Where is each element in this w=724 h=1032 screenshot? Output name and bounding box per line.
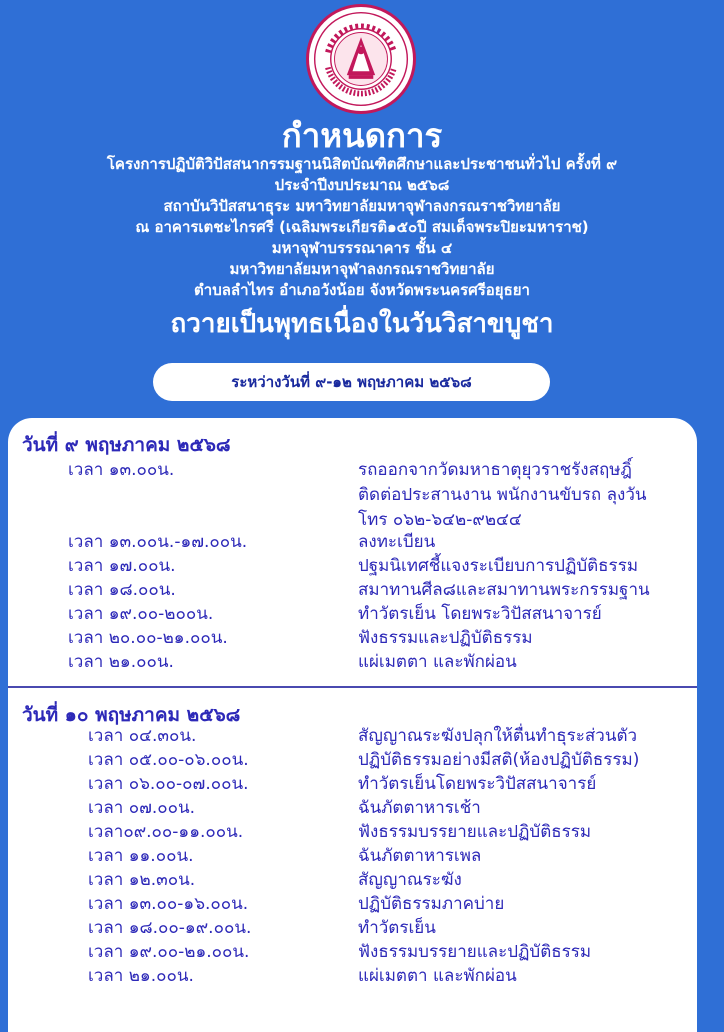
schedule-activity: สมาทานศีล๘และสมาทานพระกรรมฐาน	[358, 580, 650, 600]
schedule-activity: ติดต่อประสานงาน พนักงานขับรถ ลุงวัน	[358, 485, 647, 505]
schedule-time: เวลา ๑๙.๐๐-๒๐๐น.	[68, 604, 214, 624]
schedule-activity: รถออกจากวัดมหาธาตุยุวราชรังสฤษฎิ์	[358, 460, 632, 480]
header-line-address: ตำบลลำไทร อำเภอวังน้อย จังหวัดพระนครศรีอยุธยา	[194, 281, 530, 299]
schedule-time: เวลา ๐๔.๓๐น.	[88, 726, 197, 746]
schedule-activity: ฉันภัตตาหารเพล	[358, 846, 482, 866]
header	[0, 118, 724, 341]
schedule-time: เวลา ๑๓.๐๐-๑๖.๐๐น.	[88, 894, 249, 914]
schedule-time: เวลา ๑๓.๐๐น.-๑๗.๐๐น.	[68, 532, 248, 552]
section-divider	[8, 686, 697, 688]
schedule-time: เวลา ๐๖.๐๐-๐๗.๐๐น.	[88, 774, 249, 794]
schedule-time: เวลา ๒๐.๐๐-๒๑.๐๐น.	[68, 628, 228, 648]
schedule-activity: โทร ๐๖๒-๖๔๒-๙๒๔๔	[358, 510, 522, 530]
schedule-time: เวลา ๑๒.๓๐น.	[88, 870, 196, 890]
day-title: วันที่ ๑๐ พฤษภาคม ๒๕๖๘	[22, 704, 241, 726]
schedule-time: เวลา ๑๘.๐๐-๑๙.๐๐น.	[88, 918, 252, 938]
header-line-university: มหาวิทยาลัยมหาจุฬาลงกรณราชวิทยาลัย	[229, 260, 495, 278]
schedule-time: เวลา ๒๑.๐๐น.	[68, 652, 174, 672]
schedule-time: เวลา ๒๑.๐๐น.	[88, 966, 194, 986]
schedule-activity: ฟังธรรมบรรยายและปฏิบัติธรรม	[358, 822, 592, 842]
header-line-fiscal-year: ประจำปีงบประมาณ ๒๕๖๘	[274, 176, 450, 194]
schedule-panel	[8, 418, 697, 1032]
schedule-activity: แผ่เมตตา และพักผ่อน	[358, 652, 517, 672]
schedule-time: เวลา ๑๓.๐๐น.	[68, 460, 175, 480]
schedule-activity: แผ่เมตตา และพักผ่อน	[358, 966, 517, 986]
schedule-activity: ทำวัตรเย็น โดยพระวิปัสสนาจารย์	[358, 604, 602, 624]
schedule-time: เวลา ๐๕.๐๐-๐๖.๐๐น.	[88, 750, 249, 770]
schedule-activity: ฟังธรรมและปฏิบัติธรรม	[358, 628, 533, 648]
schedule-activity: สัญญาณระฆังปลุกให้ตื่นทำธุระส่วนตัว	[358, 726, 638, 746]
schedule-activity: ฉันภัตตาหารเช้า	[358, 798, 481, 818]
university-seal-icon	[306, 4, 416, 114]
schedule-activity: ทำวัตรเย็น	[358, 918, 436, 938]
schedule-time: เวลา ๑๗.๐๐น.	[68, 556, 176, 576]
schedule-time: เวลา ๑๑.๐๐น.	[88, 846, 194, 866]
schedule-activity: ทำวัตรเย็นโดยพระวิปัสสนาจารย์	[358, 774, 597, 794]
header-line-building: ณ อาคารเตชะไกรศรี (เฉลิมพระเกียรติ๑๕๐ปี สมเด็จพระปิยะมหาราช)	[135, 218, 589, 236]
schedule-time: เวลา ๑๙.๐๐-๒๑.๐๐น.	[88, 942, 250, 962]
header-line-project: โครงการปฏิบัติวิปัสสนากรรมฐานนิสิตบัณฑิตศึกษาและประชาชนทั่วไป ครั้งที่ ๙	[106, 155, 618, 173]
schedule-activity: ฟังธรรมบรรยายและปฏิบัติธรรม	[358, 942, 592, 962]
schedule-activity: ปฏิบัติธรรมภาคบ่าย	[358, 894, 505, 914]
page-subtitle: ถวายเป็นพุทธเนื่องในวันวิสาขบูชา	[170, 309, 554, 339]
header-line-institute: สถาบันวิปัสสนาธุระ มหาวิทยาลัยมหาจุฬาลงกรณราชวิทยาลัย	[163, 197, 561, 215]
schedule-time: เวลา ๑๘.๐๐น.	[68, 580, 176, 600]
schedule-activity: ปฐมนิเทศชี้แจงระเบียบการปฏิบัติธรรม	[358, 556, 639, 576]
schedule-activity: ปฏิบัติธรรมอย่างมีสติ(ห้องปฏิบัติธรรม)	[358, 750, 640, 770]
header-line-floor: มหาจุฬาบรรรณาคาร ชั้น ๔	[271, 239, 453, 257]
schedule-time: เวลา ๐๗.๐๐น.	[88, 798, 196, 818]
schedule-activity: ลงทะเบียน	[358, 532, 436, 552]
date-range-badge: ระหว่างวันที่ ๙-๑๒ พฤษภาคม ๒๕๖๘	[153, 363, 550, 401]
page-title: กำหนดการ	[281, 116, 443, 155]
schedule-time: เวลา๐๙.๐๐-๑๑.๐๐น.	[88, 822, 244, 842]
day-title: วันที่ ๙ พฤษภาคม ๒๕๖๘	[22, 434, 231, 456]
schedule-activity: สัญญาณระฆัง	[358, 870, 462, 890]
